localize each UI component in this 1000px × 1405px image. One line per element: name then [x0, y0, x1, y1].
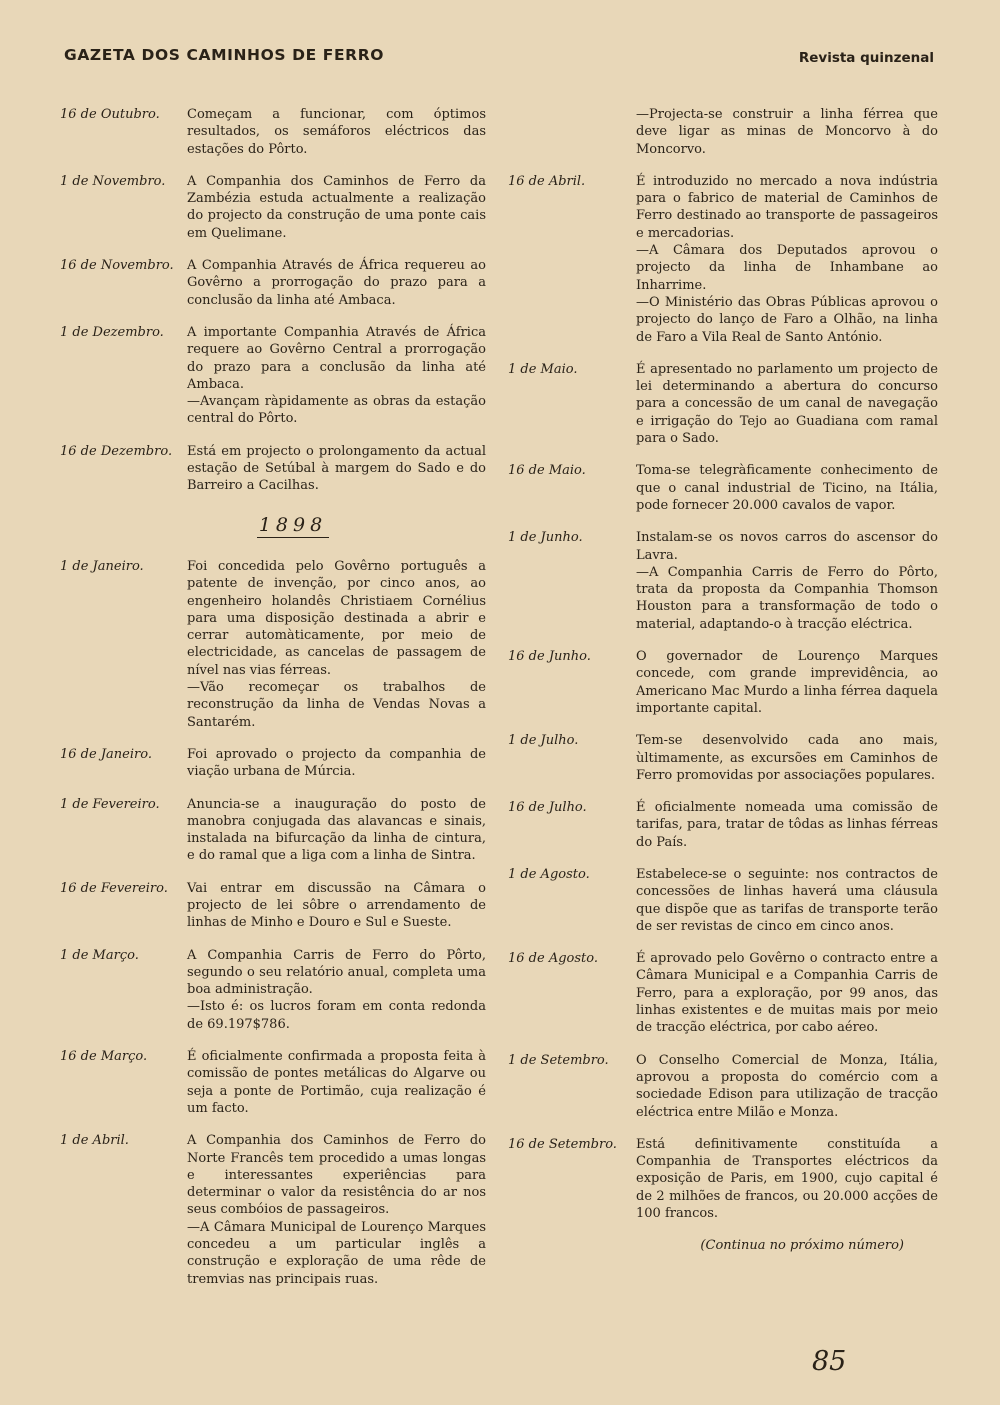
entry-date: 1 de Julho. [508, 733, 579, 749]
chronology-entry [508, 1052, 938, 1121]
entry-paragraph: É apresentado no parlamento um projecto de lei determinando a abertura do concurso para a concessão de um canal de navegação e irrigação do Tejo ao Guadiana com ramal para o Sado. [636, 361, 938, 447]
entry-paragraph: A importante Companhia Através de África requere ao Govêrno Central a prorrogação do prazo para a conclusão da linha até Ambaca. [187, 324, 486, 392]
chronology-entry [508, 648, 938, 717]
entry-date [508, 106, 636, 158]
entry-text [187, 324, 486, 428]
journal-subtitle: Revista quinzenal [798, 50, 934, 66]
entry-text [187, 1132, 486, 1288]
entry-text [636, 1136, 938, 1222]
year-label: 1898 [258, 513, 328, 536]
entry-paragraph: Vai entrar em discussão na Câmara o projecto de lei sôbre o arrendamento de linhas de Minho e Douro e Sul e Sueste. [187, 880, 486, 931]
entry-date: 16 de Março. [60, 1049, 148, 1065]
entry-text [187, 106, 486, 158]
page-number: 85 [812, 1346, 847, 1377]
entry-paragraph: —Avançam ràpidamente as obras da estação central do Pôrto. [187, 394, 486, 427]
chronology-entry [60, 880, 486, 932]
entry-text [187, 1048, 486, 1117]
chronology-entry [508, 799, 938, 851]
journal-title: GAZETA DOS CAMINHOS DE FERRO [64, 46, 385, 64]
entry-paragraph: Instalam-se os novos carros do ascensor do Lavra. [636, 530, 938, 563]
entry-paragraph: É oficialmente confirmada a proposta feita à comissão de pontes metálicas do Algarve ou seja a ponte de Portimão, cuja realização é um facto. [187, 1049, 486, 1116]
chronology-entry [508, 462, 938, 514]
entry-date: 1 de Dezembro. [60, 324, 164, 340]
entry-date: 16 de Fevereiro. [60, 880, 168, 896]
entry-date: 16 de Abril. [508, 173, 586, 189]
left-column [60, 106, 486, 1303]
chronology-entry [508, 529, 938, 633]
entry-date: 1 de Maio. [508, 361, 578, 377]
entry-paragraph: Está em projecto o prolongamento da actual estação de Setúbal à margem do Sado e do Barreiro a Cacilhas. [187, 443, 486, 494]
entry-paragraph: É introduzido no mercado a nova indústria para o fabrico de material de Caminhos de Ferro destinado ao transporte de passageiros e mercadorias. [636, 173, 938, 241]
entry-paragraph: A Companhia dos Caminhos de Ferro da Zambézia estuda actualmente a realização do projecto da construção de uma ponte cais em Quelimane. [187, 173, 486, 241]
chronology-entry [508, 106, 938, 158]
entries-1897 [60, 106, 486, 495]
chronology-entry [60, 324, 486, 428]
entry-paragraph: Toma-se telegràficamente conhecimento de que o canal industrial de Ticino, na Itália, pode fornecer 20.000 cavalos de vapor. [636, 463, 938, 513]
entry-text [636, 866, 938, 935]
chronology-entry [60, 558, 486, 731]
entry-text [636, 732, 938, 784]
entry-date: 16 de Maio. [508, 463, 586, 479]
entry-text [187, 947, 486, 1033]
entry-date: 1 de Setembro. [508, 1052, 609, 1068]
entry-date: 16 de Junho. [508, 649, 591, 665]
chronology-entry [60, 173, 486, 242]
entry-text [187, 173, 486, 242]
chronology-entry [508, 866, 938, 935]
entry-date: 16 de Janeiro. [60, 746, 152, 762]
entry-paragraph: —Projecta-se construir a linha férrea que deve ligar as minas de Moncorvo à do Moncorvo. [636, 107, 938, 157]
entry-text [187, 558, 486, 731]
chronology-entry [60, 106, 486, 158]
entry-paragraph: —Isto é: os lucros foram em conta redonda de 69.197$786. [187, 999, 486, 1032]
entry-date: 16 de Julho. [508, 800, 587, 816]
entry-paragraph: O Conselho Comercial de Monza, Itália, aprovou a proposta do comércio com a sociedade Edison para utilização de tracção eléctrica entre Milão e Monza. [636, 1052, 938, 1120]
entry-date: 16 de Dezembro. [60, 443, 173, 459]
entry-text [187, 257, 486, 309]
entry-paragraph: —A Companhia Carris de Ferro do Pôrto, trata da proposta da Companhia Thomson Houston para a transformação de todo o material, adaptando-o à tracção eléctrica. [636, 564, 938, 632]
entry-date: 1 de Novembro. [60, 173, 166, 189]
entry-date: 16 de Outubro. [60, 107, 160, 122]
year-heading [60, 513, 486, 536]
entry-text [636, 529, 938, 633]
entry-text [636, 1052, 938, 1121]
entry-text [636, 173, 938, 346]
entry-paragraph: Está definitivamente constituída a Companhia de Transportes eléctricos da exposição de Paris, em 1900, cujo capital é de 2 milhões de francos, ou 20.000 acções de 100 francos. [636, 1136, 938, 1222]
entry-date: 1 de Abril. [60, 1133, 129, 1149]
entry-text [636, 648, 938, 717]
chronology-entry [508, 950, 938, 1036]
entry-paragraph: A Companhia Através de África requereu ao Govêrno a prorrogação do prazo para a conclusão da linha até Ambaca. [187, 258, 486, 308]
entry-date: 1 de Junho. [508, 530, 583, 546]
entry-paragraph: A Companhia Carris de Ferro do Pôrto, segundo o seu relatório anual, completa uma boa administração. [187, 947, 486, 998]
chronology-entry [508, 1136, 938, 1222]
entry-date: 1 de Agosto. [508, 866, 590, 882]
entry-text [187, 746, 486, 781]
entry-paragraph: Foi concedida pelo Govêrno português a patente de invenção, por cinco anos, ao engenheiro holandês Christiaem Cornélius para uma disposição destinada a abrir e cerrar automàticamente, por meio de electricidade, as cancelas de passagem de nível nas vias férreas. [187, 558, 486, 678]
entry-text [187, 443, 486, 495]
entry-text [636, 799, 938, 851]
entries-right [508, 106, 938, 1222]
entry-date: 1 de Janeiro. [60, 558, 144, 574]
chronology-entry [60, 1132, 486, 1288]
entry-date: 1 de Fevereiro. [60, 796, 160, 812]
chronology-entry [508, 361, 938, 447]
entry-paragraph: —A Câmara dos Deputados aprovou o projecto da linha de Inhambane ao Inharrime. [636, 243, 938, 293]
chronology-entry [60, 257, 486, 309]
entry-paragraph: Tem-se desenvolvido cada ano mais, ùltimamente, as excursões em Caminhos de Ferro promovidas por associações populares. [636, 733, 938, 783]
entry-paragraph: Começam a funcionar, com óptimos resultados, os semáforos eléctricos das estações do Pôrto. [187, 107, 486, 157]
entry-text [636, 361, 938, 447]
chronology-entry [60, 443, 486, 495]
entry-date: 1 de Março. [60, 947, 139, 963]
entry-paragraph: —A Câmara Municipal de Lourenço Marques concedeu a um particular inglês a construção e exploração de uma rêde de tremvias nas principais ruas. [187, 1219, 486, 1287]
chronology-entry [60, 1048, 486, 1117]
chronology-entry [60, 796, 486, 865]
entry-paragraph: Foi aprovado o projecto da companhia de viação urbana de Múrcia. [187, 746, 486, 780]
entry-paragraph: Anuncia-se a inauguração do posto de manobra conjugada das alavancas e sinais, instalada na bifurcação da linha de cintura, e do ramal que a liga com a linha de Sintra. [187, 796, 486, 864]
entry-paragraph: Estabelece-se o seguinte: nos contractos de concessões de linhas haverá uma cláusula que dispõe que as tarifas de transporte terão de ser revistas de cinco em cinco anos. [636, 866, 938, 934]
chronology-entry [508, 173, 938, 346]
right-column [508, 106, 938, 1255]
continued-note: (Continua no próximo número) [700, 1238, 904, 1254]
chronology-entry [508, 732, 938, 784]
entry-paragraph: O governador de Lourenço Marques concede, com grande imprevidência, ao Americano Mac Murdo a linha férrea daquela importante capital. [636, 649, 938, 716]
entry-text [187, 880, 486, 932]
entry-text [636, 106, 938, 158]
entry-date: 16 de Setembro. [508, 1136, 617, 1152]
entry-date: 16 de Novembro. [60, 258, 174, 274]
entry-paragraph: —O Ministério das Obras Públicas aprovou o projecto do lanço de Faro a Olhão, na linha de Faro a Vila Real de Santo António. [636, 294, 938, 345]
entry-paragraph: A Companhia dos Caminhos de Ferro do Norte Francês tem procedido a umas longas e interessantes experiências para determinar o valor da resistência do ar nos seus combóios de passageiros. [187, 1133, 486, 1218]
entry-date: 16 de Agosto. [508, 951, 598, 967]
entry-text [636, 950, 938, 1036]
chronology-entry [60, 947, 486, 1033]
entry-paragraph: —Vão recomeçar os trabalhos de reconstrução da linha de Vendas Novas a Santarém. [187, 680, 486, 730]
chronology-entry [60, 746, 486, 781]
entry-text [187, 796, 486, 865]
entries-1898 [60, 558, 486, 1288]
entry-text [636, 462, 938, 514]
entry-paragraph: É oficialmente nomeada uma comissão de tarifas, para, tratar de tôdas as linhas férreas do País. [636, 800, 938, 850]
entry-paragraph: É aprovado pelo Govêrno o contracto entre a Câmara Municipal e a Companhia Carris de Ferro, para a exploração, por 99 anos, das linhas existentes e de muitas mais por meio de tracção eléctrica, por cabo aéreo. [636, 951, 938, 1036]
